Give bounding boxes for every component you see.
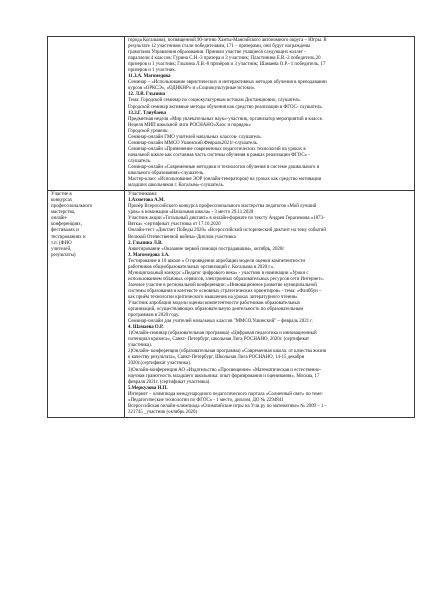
row-label-line: фестивалях и bbox=[51, 228, 79, 234]
row-label-line: конкурсах bbox=[51, 198, 73, 204]
text-line: слушатель. bbox=[128, 158, 152, 164]
text-line: школьного образования»-слушатель. bbox=[128, 171, 205, 177]
text-line: 5.Меркулова Н.П. bbox=[128, 385, 168, 391]
row-label-line: Участие в bbox=[51, 192, 72, 198]
row-label-line: учителей, bbox=[51, 246, 72, 252]
text-line: грамотами Управления образования. Приняли участие учащиеся следующих коллег - bbox=[128, 50, 306, 56]
text-line: 1)Онлайн-семинар (образовательная программа) «Цифровая педагогика и инновационный bbox=[128, 331, 317, 337]
text-line: Великой Отечественной войны»-Диплом участника bbox=[128, 234, 236, 240]
text-line: урок» в номинации «Начальная школа» - 3 место 29.11.2020 bbox=[128, 210, 254, 216]
text-line: Анкетирование «Оказание первой помощи пострадавшим», октябрь, 2020г bbox=[128, 246, 285, 252]
text-line: города Когалыма), посвященной 90-летию Ханты-Мансийского автономного округа – Югры. В bbox=[128, 38, 327, 43]
text-line: участника). bbox=[128, 343, 152, 349]
text-line: Семинар-онлайн ГМО учителей начальных классов- слушатель. bbox=[128, 134, 262, 140]
text-line: Участник акции «Тотальный диктант» в онлайн-формате по тексту Андрея Герасимова «1873- bbox=[128, 216, 325, 222]
text-line: Интернет – олимпиада международного педагогического портала «Солнечный свет» по теме: bbox=[128, 391, 323, 397]
text-line: Неделя МИП школьной лиги РОСНАНО«Хаос и порядок» bbox=[128, 122, 251, 128]
row-label-line: тестированиях и bbox=[51, 234, 86, 240]
text-line: программам в 2020 году. bbox=[128, 313, 180, 319]
text-line: начальной школе как составная часть системы обучения в рамках реализации ФГОС» - bbox=[128, 152, 310, 158]
text-line: Мастер-класс «Использование ЭОР (онлайн-генераторов) на уроках как средство мотивации bbox=[128, 177, 322, 183]
text-line: 1.Ахметова А.М. bbox=[128, 198, 165, 204]
report-table bbox=[47, 36, 415, 418]
text-line: Семинар-онлайн «Применение современных педагогических технологий на уроках в bbox=[128, 146, 306, 152]
text-line: 2)Онлайн- конференция (образовательная программа) «Современная школа: от качества жизни bbox=[128, 349, 327, 355]
text-line: к качеству результата», Санкт-Петербург, Школьная Лига РОСНАНО, 14-15 декабря bbox=[128, 355, 304, 361]
text-line: 3. Магомедова З.А. bbox=[128, 252, 170, 258]
text-line: Семинар-онлайн для учителей начальных классов "ММСО.Ушинский" – февраль 2021 г. bbox=[128, 319, 313, 325]
row1-label-cell bbox=[48, 37, 125, 191]
text-line: Онлайн-тест «Диктант Победы 2020» «Всероссийский исторический диктант на тему событий bbox=[128, 228, 327, 234]
text-line: 2020г.(сертификат участника). bbox=[128, 361, 192, 367]
row-label-line: конференциях, bbox=[51, 222, 82, 228]
row2-label-cell bbox=[48, 191, 125, 418]
text-line: 2. Глызина Л.В. bbox=[128, 240, 163, 246]
text-line: Тестирование в 10 школе « О проведении апробации модели оценки компетентности bbox=[128, 258, 306, 264]
text-line: младших школьников г. Когалым»-слушатель. bbox=[128, 183, 225, 189]
text-line: курсов «ОРКСЭ», «ОДНКНР» и «Социокультурные истоки». bbox=[128, 86, 256, 92]
row1-content-cell bbox=[125, 37, 415, 191]
text-line: Призёр Всероссийского конкурса профессионального мастерства педагогов «Мой лучший bbox=[128, 204, 317, 210]
text-line: призеров и 1 участник; Глызина Л.В.-8 призёров и 3 участник; Шамаева О.Р.- 1 победитель, 17 bbox=[128, 62, 326, 68]
text-line: призеров и 1 участник. bbox=[128, 68, 176, 74]
row-label-line: т.п. (ФИО bbox=[51, 240, 72, 246]
text-line: Городской уровень: bbox=[128, 128, 169, 134]
text-line: Городской семинар активные методы обучения как средство реализации в ФГОС- слушатель. bbox=[128, 104, 323, 110]
row2-content-cell bbox=[125, 191, 415, 418]
text-line: Участниками: bbox=[128, 192, 158, 198]
text-line: потенциал кризиса», Санкт- Петербург, школьная Лига РОСНАНО, 2020г. (сертификат bbox=[128, 337, 310, 343]
text-line: 11.З.А. Магомедова bbox=[128, 74, 171, 80]
table-row-methodical-work bbox=[48, 37, 415, 191]
text-line: Семинар-онлайн «Современные методики и технологии обучения в системе дошкольного и bbox=[128, 164, 320, 170]
text-line: организаций, осуществляющих образовательную деятельность по образовательным bbox=[128, 307, 304, 313]
text-line: Муниципальный конкурс «Педагог цифрового века» - участник в номинации «Уроки с bbox=[128, 270, 309, 276]
table-row-competitions bbox=[48, 191, 415, 418]
row-label-line: результаты) bbox=[51, 252, 76, 258]
text-line: 12. Л.В. Глызина bbox=[128, 92, 166, 98]
text-line: Семинар-онлайн ММСО Ушинский.Февраль2021г-слушатель. bbox=[128, 140, 259, 146]
text-line: Всероссийская онлайн-олимпиада «Олимпийские игры на Учи.ру по математике» № 2009 – 1 – bbox=[128, 403, 327, 409]
text-line: параллели 4 классов: Гурина С.Н.-3 призера и 3 участник; Пластинина Е.В.-2 победитель,20 bbox=[128, 56, 321, 62]
text-line: работников общеобразовательных организаций г. Когалыма в 2020 г.». bbox=[128, 264, 275, 270]
text-line: научная грамотность младшего школьника: опыт формирования и оценивания», Москва, 17 bbox=[128, 373, 320, 379]
text-line: Тема: Городской семинар по социокультурным истокам Дистанционно, слушатель. bbox=[128, 98, 301, 104]
text-line: 321745 _участник (октябрь 2020) bbox=[128, 409, 198, 415]
text-line: использованием облачных сервисов, электронных образовательных ресурсов сети Интернет». bbox=[128, 276, 325, 282]
text-line: Заочное участие в региональной конференции: «Инновационное развитие муниципальной bbox=[128, 282, 317, 288]
text-line: 3)Онлайн-конференция АО «Издательство «Просвещение» «Математическая и естественно- bbox=[128, 367, 322, 373]
text-line: Предметная неделя «Мир увлекательных наук»-участник, организатор мероприятий в классе. bbox=[128, 116, 324, 122]
row-label-line: профессионального bbox=[51, 204, 93, 210]
text-line: Семинар – «Использование эвристических и интерактивных методов обучения в преподавании bbox=[128, 80, 327, 86]
text-line: февраля 2021г. (сертификат участника). bbox=[128, 379, 211, 385]
text-line: системы образования в контексте основных стратегических ориентиров» - тема: «Флиббун – bbox=[128, 288, 322, 294]
text-line: 4. Шамаева О.Р. bbox=[128, 325, 164, 331]
text-line: 13.З.Г. Тлиубаева bbox=[128, 110, 167, 116]
text-line: результате 12 участников стали победителями, 171 – призерами, они будут награждены bbox=[128, 44, 311, 50]
text-line: как приём технологии критического мышления на уроках литературного чтения» bbox=[128, 294, 298, 300]
text-line: Вятка» -сертификат участника от 17.10.2020 bbox=[128, 222, 221, 228]
row-label-line: мастерства, bbox=[51, 210, 76, 216]
text-line: Участник апробации модели оценки компетентности работников образовательных bbox=[128, 301, 301, 307]
row-label-line: онлайн- bbox=[51, 216, 68, 222]
text-line: «Педагогические технологии по ФГОС» - 1 место, диплом, ДО № 2294841 bbox=[128, 397, 284, 403]
